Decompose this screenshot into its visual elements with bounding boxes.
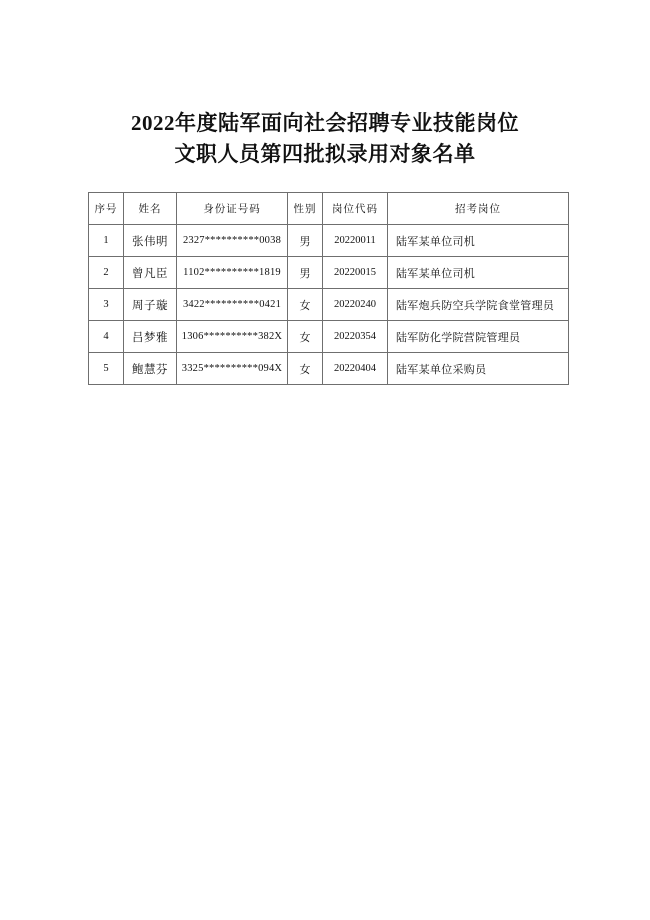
column-header-name: 姓名 xyxy=(124,193,177,225)
cell-name: 张伟明 xyxy=(124,225,177,257)
cell-id: 2327**********0038 xyxy=(177,225,288,257)
cell-post: 陆军某单位采购员 xyxy=(388,353,569,385)
cell-seq: 2 xyxy=(89,257,124,289)
cell-code: 20220011 xyxy=(323,225,388,257)
table-row xyxy=(89,289,569,321)
roster-table xyxy=(88,192,569,385)
table-row xyxy=(89,353,569,385)
cell-sex: 女 xyxy=(288,321,323,353)
cell-post: 陆军炮兵防空兵学院食堂管理员 xyxy=(388,289,569,321)
cell-id: 1102**********1819 xyxy=(177,257,288,289)
table-body xyxy=(89,225,569,385)
cell-id: 3325**********094X xyxy=(177,353,288,385)
cell-code: 20220240 xyxy=(323,289,388,321)
table-header-row xyxy=(89,193,569,225)
table-header xyxy=(89,193,569,225)
cell-seq: 3 xyxy=(89,289,124,321)
column-header-code: 岗位代码 xyxy=(323,193,388,225)
table-row xyxy=(89,321,569,353)
cell-id: 3422**********0421 xyxy=(177,289,288,321)
table-row xyxy=(89,257,569,289)
column-header-seq: 序号 xyxy=(89,193,124,225)
roster-table-container xyxy=(0,192,650,385)
cell-seq: 5 xyxy=(89,353,124,385)
cell-seq: 4 xyxy=(89,321,124,353)
column-header-sex: 性别 xyxy=(288,193,323,225)
page-title xyxy=(0,0,650,170)
cell-seq: 1 xyxy=(89,225,124,257)
cell-post: 陆军防化学院营院管理员 xyxy=(388,321,569,353)
cell-name: 曾凡臣 xyxy=(124,257,177,289)
page-title-line-1: 2022年度陆军面向社会招聘专业技能岗位 xyxy=(131,111,519,135)
cell-post: 陆军某单位司机 xyxy=(388,257,569,289)
table-row xyxy=(89,225,569,257)
column-header-id: 身份证号码 xyxy=(177,193,288,225)
cell-id: 1306**********382X xyxy=(177,321,288,353)
cell-name: 吕梦雅 xyxy=(124,321,177,353)
cell-code: 20220015 xyxy=(323,257,388,289)
cell-sex: 女 xyxy=(288,353,323,385)
cell-sex: 男 xyxy=(288,225,323,257)
cell-code: 20220404 xyxy=(323,353,388,385)
cell-sex: 女 xyxy=(288,289,323,321)
page-title-line-2: 文职人员第四批拟录用对象名单 xyxy=(174,142,476,166)
cell-code: 20220354 xyxy=(323,321,388,353)
cell-sex: 男 xyxy=(288,257,323,289)
cell-name: 周子璇 xyxy=(124,289,177,321)
cell-name: 鲍慧芬 xyxy=(124,353,177,385)
column-header-post: 招考岗位 xyxy=(388,193,569,225)
cell-post: 陆军某单位司机 xyxy=(388,225,569,257)
